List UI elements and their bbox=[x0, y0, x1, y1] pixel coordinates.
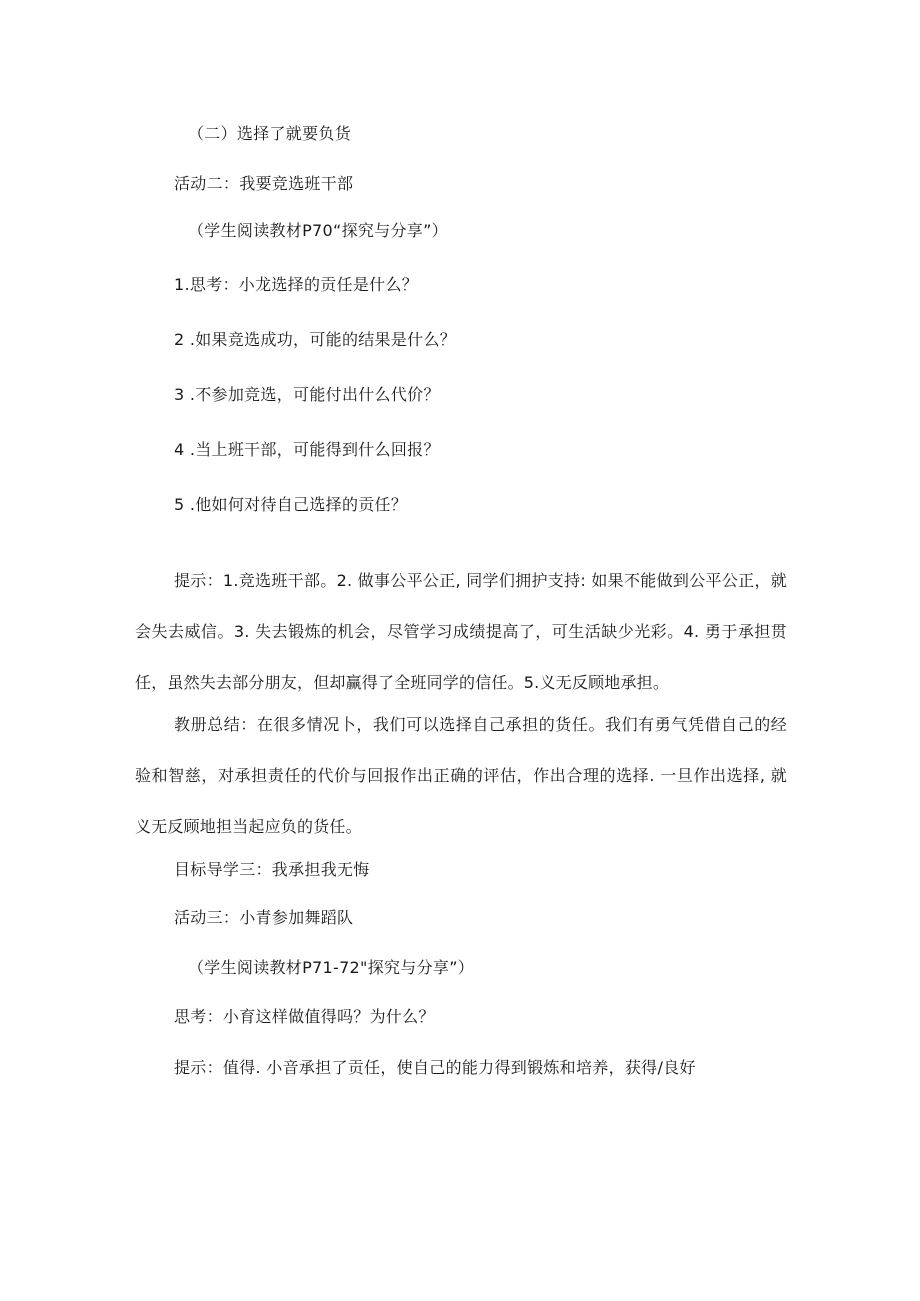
hint-paragraph: 提示：1.竞选班干部。2. 做事公平公正, 同学们拥护支持: 如果不能做到公平公正，就会失去威信。3. 失去锻炼的机会，尽管学习成绩提高了，可生活缺少光彩。4. 勇于承担贯任，虽然失去部分朋友，但却赢得了全班同学的信任。5.义无反顾地承担。 bbox=[135, 571, 787, 692]
question-2: 2 .如果竞选成功，可能的结果是什么？ bbox=[174, 330, 457, 349]
activity3-question: 思考：小育这样做值得吗？为什么？ bbox=[174, 1007, 435, 1026]
question-4: 4 .当上班干部，可能得到什么回报？ bbox=[174, 440, 440, 459]
question-3: 3 .不参加竞选，可能付出什么代价？ bbox=[174, 385, 440, 404]
activity2-instruction: （学生阅读教材P70“探究与分享”） bbox=[188, 221, 448, 240]
section-heading: （二）选择了就要负货 bbox=[188, 124, 352, 143]
activity3-title: 活动三：小青参加舞蹈队 bbox=[174, 908, 354, 927]
activity3-instruction: （学生阅读教材P71-72"探究与分享”） bbox=[188, 958, 475, 977]
goal3-title: 目标导学三：我承担我无悔 bbox=[174, 860, 370, 879]
question-5: 5 .他如何对待自己选择的贡任？ bbox=[174, 495, 408, 514]
activity3-hint: 提示：值得. 小音承担了贡任，使自己的能力得到锻炼和培养，获得/良好 bbox=[174, 1058, 696, 1077]
summary-paragraph: 教册总结：在很多情况卜，我们可以选择自己承担的货任。我们有勇气凭借自己的经验和智慈，对承担责任的代价与回报作出正确的评估，作出合理的选择. 一旦作出选择, 就义无反顾地担当起应负的货任。 bbox=[135, 715, 787, 836]
activity2-title: 活动二：我要竞选班干部 bbox=[174, 174, 354, 193]
question-1: 1.思考：小龙选择的贡任是什么？ bbox=[174, 275, 419, 294]
